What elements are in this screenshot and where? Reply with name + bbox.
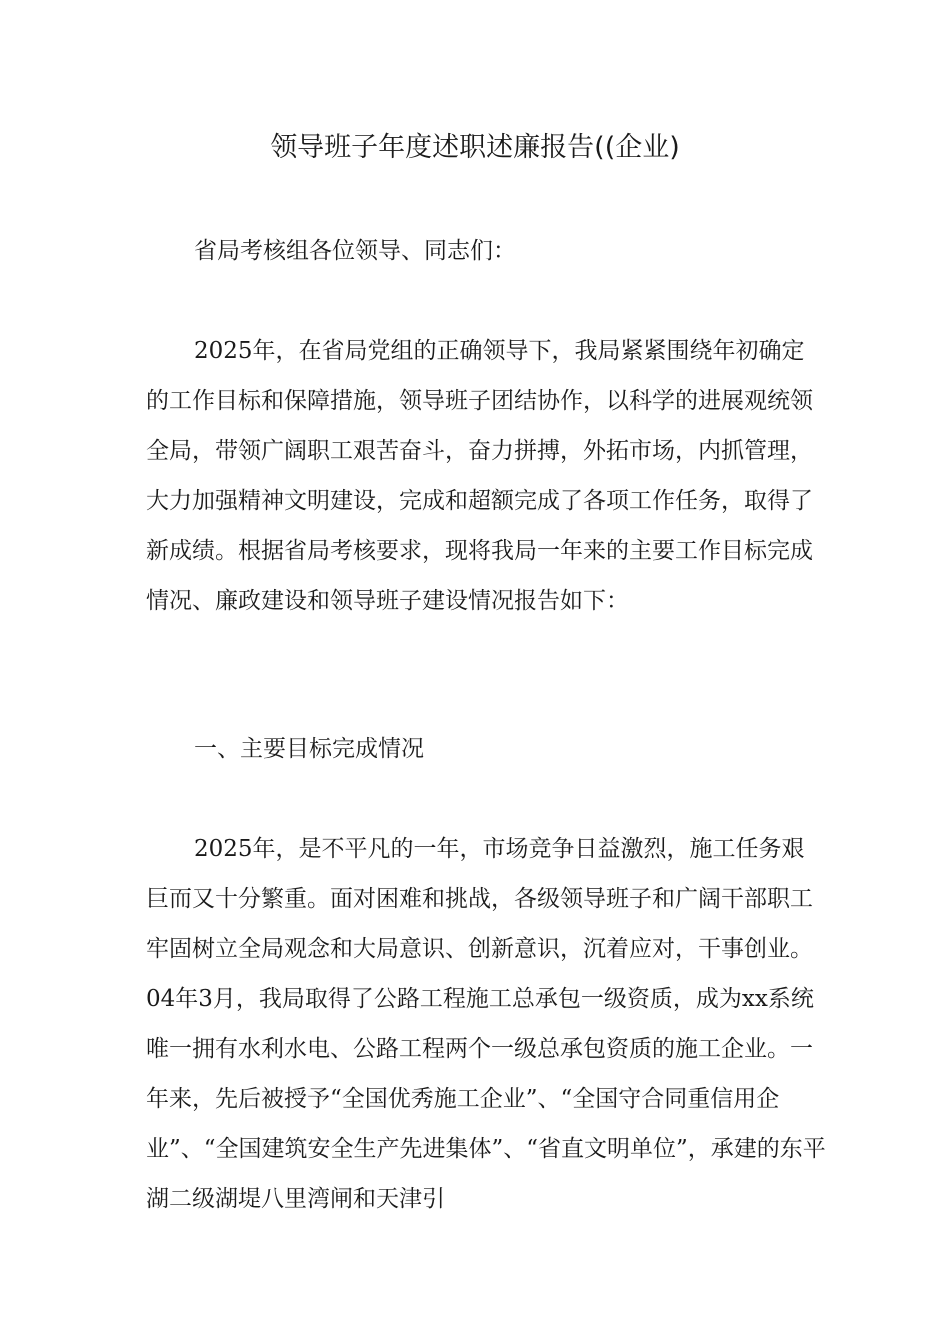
salutation: 省局考核组各位领导、同志们： bbox=[194, 238, 516, 264]
body-paragraph-2: 2025年，是不平凡的一年，市场竞争日益激烈，施工任务艰巨而又十分繁重。面对困难和挑战，各级领导班子和广阔干部职工牢固树立全局观念和大局意识、创新意识，沉着应对，干事创业。04年3月，我局取得了公路工程施工总承包一级资质，成为xx系统唯一拥有水利水电、公路工程两个一级总承包资质的施工企业。一年来，先后被授予“全国优秀施工企业”、“全国守合同重信用企业”、“全国建筑安全生产先进集体”、“省直文明单位”，承建的东平湖二级湖堤八里湾闸和天津引 bbox=[146, 836, 826, 1212]
body-paragraph-1: 2025年，在省局党组的正确领导下，我局紧紧围绕年初确定的工作目标和保障措施，领导班子团结协作，以科学的进展观统领全局，带领广阔职工艰苦奋斗，奋力拼搏，外拓市场，内抓管理，大力加强精神文明建设，完成和超额完成了各项工作任务，取得了新成绩。根据省局考核要求，现将我局一年来的主要工作目标完成情况、廉政建设和领导班子建设情况报告如下： bbox=[146, 338, 813, 614]
document-title: 领导班子年度述职述廉报告((企业) bbox=[270, 132, 680, 163]
section-heading-1: 一、主要目标完成情况 bbox=[194, 736, 424, 762]
